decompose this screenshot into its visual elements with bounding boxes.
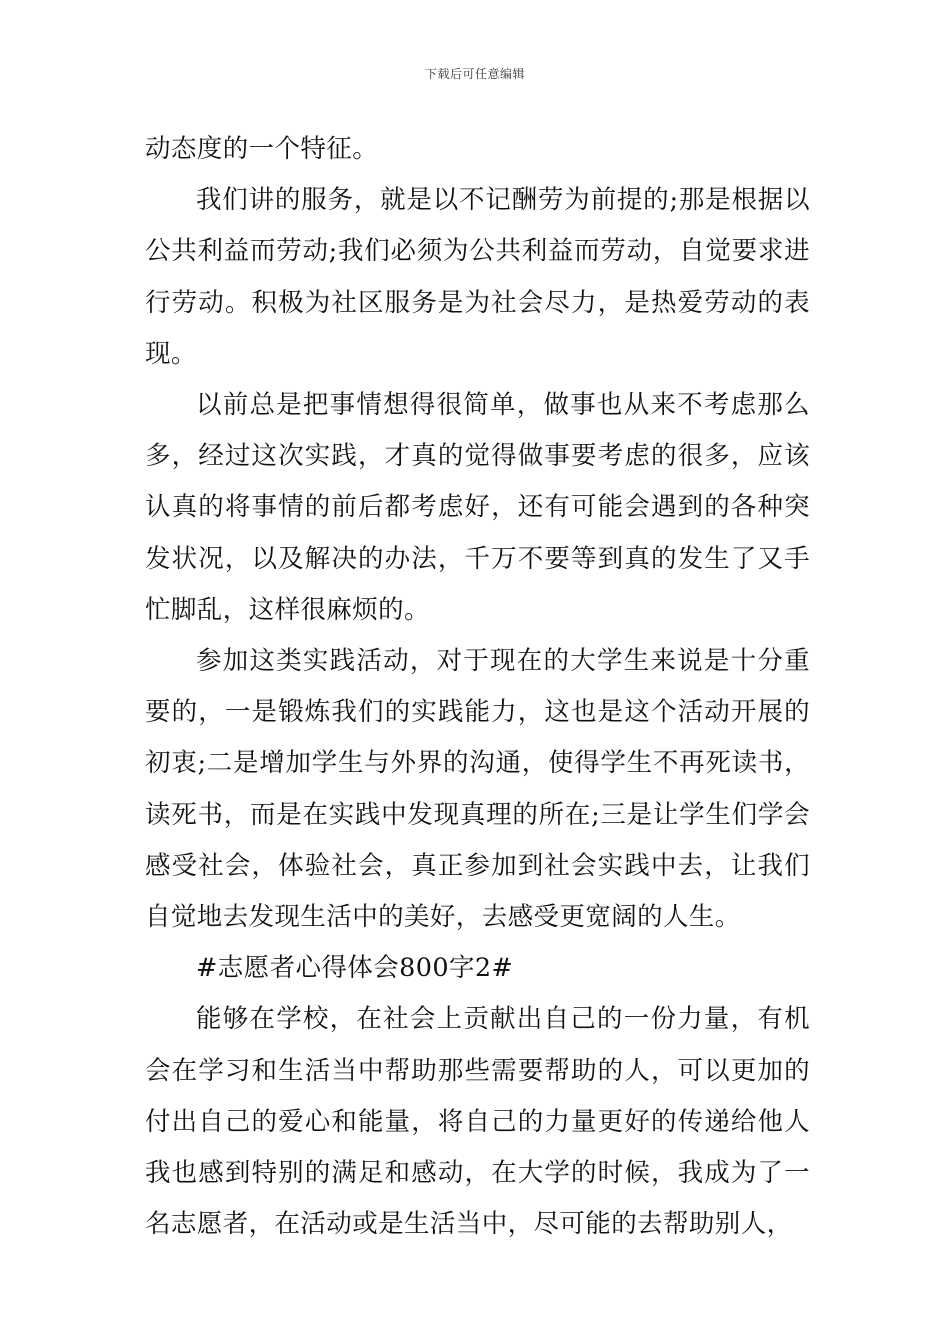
paragraph-5: 能够在学校，在社会上贡献出自己的一份力量，有机会在学习和生活当中帮助那些需要帮助的人，可以更加的付出自己的爱心和能量，将自己的力量更好的传递给他人我也感到特别的满足和感动，在大学的时候，我成为了一名志愿者，在活动或是生活当中，尽可能的去帮助别人， xyxy=(145,1004,810,1240)
page-header: 下载后可任意编辑 xyxy=(424,67,525,81)
paragraph-2: 我们讲的服务，就是以不记酬劳为前提的;那是根据以公共利益而劳动;我们必须为公共利益而劳动，自觉要求进行劳动。积极为社区服务是为社会尽力，是热爱劳动的表现。 xyxy=(145,185,810,369)
section-heading: #志愿者心得体会800字2# xyxy=(196,953,514,984)
paragraph-3: 以前总是把事情想得很简单，做事也从来不考虑那么多，经过这次实践，才真的觉得做事要考虑的很多，应该认真的将事情的前后都考虑好，还有可能会遇到的各种突发状况，以及解决的办法，千万不要等到真的发生了又手忙脚乱，这样很麻烦的。 xyxy=(145,390,810,625)
paragraph-1: 动态度的一个特征。 xyxy=(145,134,379,164)
document-body xyxy=(145,124,810,1250)
paragraph-4: 参加这类实践活动，对于现在的大学生来说是十分重要的，一是锻炼我们的实践能力，这也是这个活动开展的初衷;二是增加学生与外界的沟通，使得学生不再死读书，读死书，而是在实践中发现真理的所在;三是让学生们学会感受社会，体验社会，真正参加到社会实践中去，让我们自觉地去发现生活中的美好，去感受更宽阔的人生。 xyxy=(145,646,810,933)
